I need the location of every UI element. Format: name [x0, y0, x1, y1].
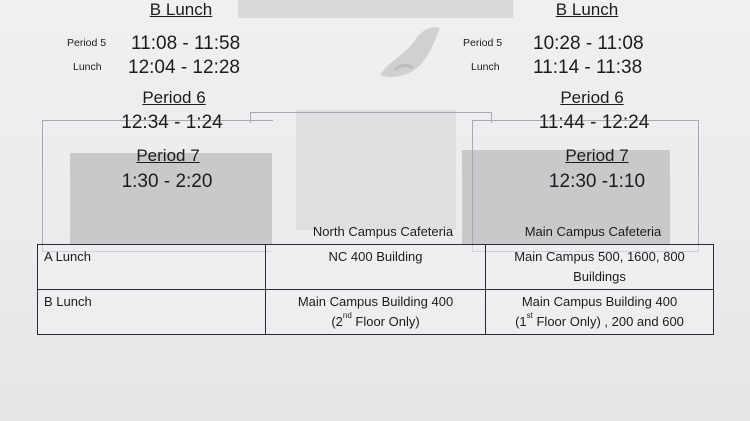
left-period6-heading: Period 6	[142, 88, 206, 107]
b-lunch-main-floor-suffix: st	[526, 311, 533, 320]
row-label-b-lunch: B Lunch	[38, 290, 266, 335]
a-lunch-main-line2: Buildings	[573, 269, 626, 284]
right-period5-time: 10:28 - 11:08	[533, 33, 644, 54]
left-period5-time: 11:08 - 11:58	[131, 33, 241, 54]
right-b-lunch-heading: B Lunch	[555, 0, 619, 19]
main-campus-column-header: Main Campus Cafeteria	[524, 224, 662, 239]
b-lunch-north-location	[266, 290, 486, 335]
left-b-lunch-heading: B Lunch	[149, 0, 213, 19]
left-period7-heading: Period 7	[136, 146, 200, 165]
right-period7-time: 12:30 -1:10	[548, 171, 646, 192]
north-campus-column-header: North Campus Cafeteria	[312, 224, 454, 239]
right-period6-time: 11:44 - 12:24	[538, 112, 650, 133]
b-lunch-north-floor-suffix: nd	[342, 311, 352, 320]
b-lunch-main-line2	[492, 312, 707, 332]
b-lunch-main-location	[486, 290, 714, 335]
cafeteria-table	[37, 244, 714, 335]
right-period7-heading: Period 7	[565, 146, 629, 165]
left-period5-label: Period 5	[67, 37, 107, 49]
watermark-outline-middle	[250, 112, 492, 123]
b-lunch-north-floor-number: (2	[331, 314, 343, 329]
right-lunch-time: 11:14 - 11:38	[533, 57, 643, 78]
table-row-b-lunch	[38, 290, 714, 335]
left-lunch-label: Lunch	[73, 61, 102, 73]
b-lunch-main-floor-rest: Floor Only) , 200 and 600	[532, 314, 684, 329]
watermark-mascot-icon	[375, 20, 445, 85]
a-lunch-main-line1: Main Campus 500, 1600, 800	[514, 249, 685, 264]
b-lunch-north-line1: Main Campus Building 400	[297, 294, 454, 309]
right-lunch-label: Lunch	[471, 61, 500, 73]
b-lunch-main-line1: Main Campus Building 400	[521, 294, 678, 309]
a-lunch-main-location	[486, 245, 714, 290]
left-period7-time: 1:30 - 2:20	[121, 171, 213, 192]
left-period6-time: 12:34 - 1:24	[121, 112, 223, 133]
b-lunch-main-floor-number: (1	[515, 314, 527, 329]
row-label-a-lunch: A Lunch	[38, 245, 266, 290]
b-lunch-north-line2	[272, 312, 479, 332]
watermark-top-bar	[238, 0, 513, 18]
b-lunch-north-floor-rest: Floor Only)	[351, 314, 420, 329]
watermark-stem	[296, 110, 456, 230]
a-lunch-north-location: NC 400 Building	[266, 245, 486, 290]
right-period6-heading: Period 6	[560, 88, 624, 107]
table-row-a-lunch	[38, 245, 714, 290]
left-lunch-time: 12:04 - 12:28	[128, 57, 240, 78]
right-period5-label: Period 5	[463, 37, 503, 49]
